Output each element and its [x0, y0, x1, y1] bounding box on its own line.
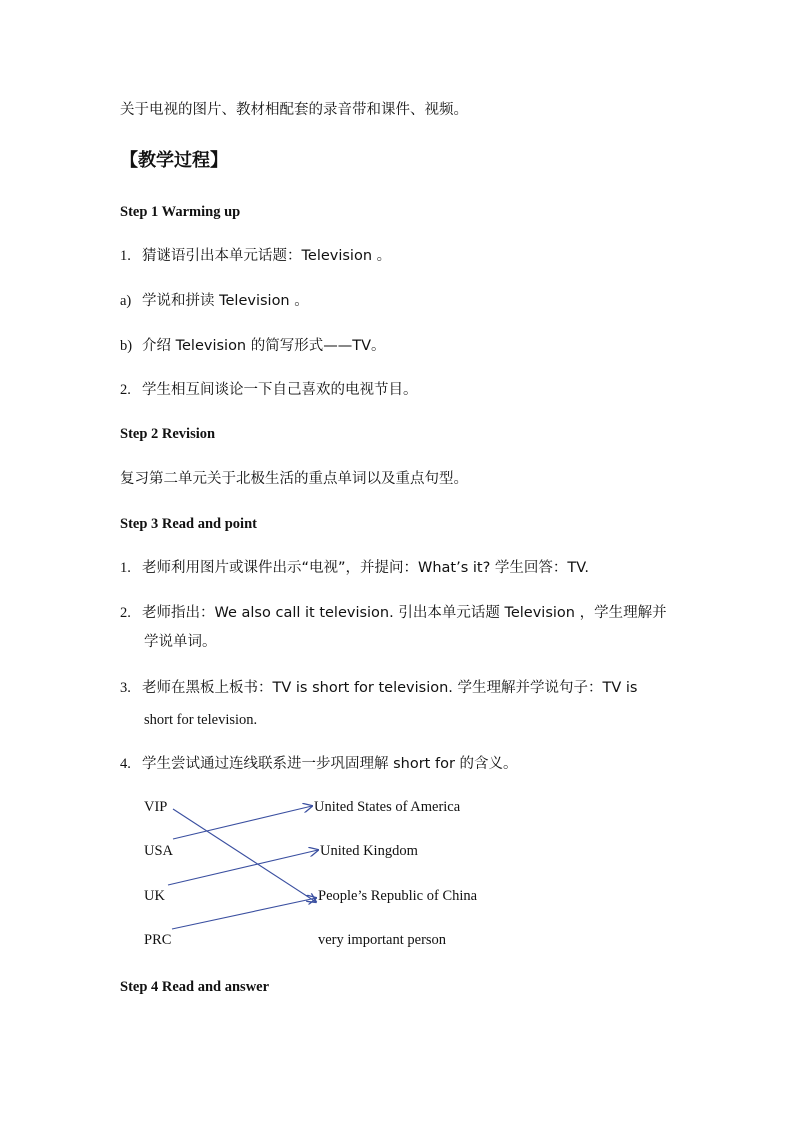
step2-title: Step 2 Revision [120, 426, 216, 442]
step3-item-2-continued: 学说单词。 [144, 634, 217, 650]
step4-title: Step 4 Read and answer [120, 979, 270, 995]
step1-title: Step 1 Warming up [120, 204, 241, 220]
match-right-uk-full: United Kingdom [320, 843, 418, 859]
match-left-usa: USA [144, 843, 174, 859]
list-text: 老师指出：We also call it television. 引出本单元话题 Television ，学生理解并 [142, 605, 667, 621]
section-heading: 【教学过程】 [120, 150, 228, 171]
list-number: 1. [120, 560, 131, 576]
step3-item-3-continued: short for television. [144, 712, 258, 728]
list-number: 2. [120, 605, 131, 621]
list-text: 学说和拼读 Television 。 [142, 293, 309, 309]
list-number: 3. [120, 680, 131, 696]
list-text: 学生尝试通过连线联系进一步巩固理解 short for 的含义。 [142, 756, 518, 772]
match-left-vip: VIP [144, 799, 168, 815]
list-number: 2. [120, 382, 131, 398]
list-letter: b) [120, 338, 133, 354]
list-text: 猜谜语引出本单元话题：Television 。 [142, 248, 392, 264]
list-text: 学生相互间谈论一下自己喜欢的电视节目。 [142, 382, 418, 398]
list-number: 1. [120, 248, 131, 264]
list-number: 4. [120, 756, 131, 772]
match-line-uk [168, 850, 318, 885]
list-text: 老师在黑板上板书：TV is short for television. 学生理解并学说句子：TV is [142, 680, 638, 696]
intro-line: 关于电视的图片、教材相配套的录音带和课件、视频。 [120, 102, 468, 118]
step3-title: Step 3 Read and point [120, 516, 257, 532]
match-left-uk: UK [144, 888, 165, 904]
match-line-prc [172, 898, 316, 929]
match-left-prc: PRC [144, 932, 172, 948]
match-right-usa-full: United States of America [314, 799, 461, 815]
match-right-prc-full: People’s Republic of China [318, 888, 478, 904]
list-text: 介绍 Television 的简写形式——TV。 [142, 338, 386, 354]
step2-text: 复习第二单元关于北极生活的重点单词以及重点句型。 [120, 471, 468, 487]
match-right-vip-full: very important person [318, 932, 447, 948]
list-letter: a) [120, 293, 132, 309]
list-text: 老师利用图片或课件出示“电视”，并提问：What’s it? 学生回答：TV. [142, 560, 589, 576]
